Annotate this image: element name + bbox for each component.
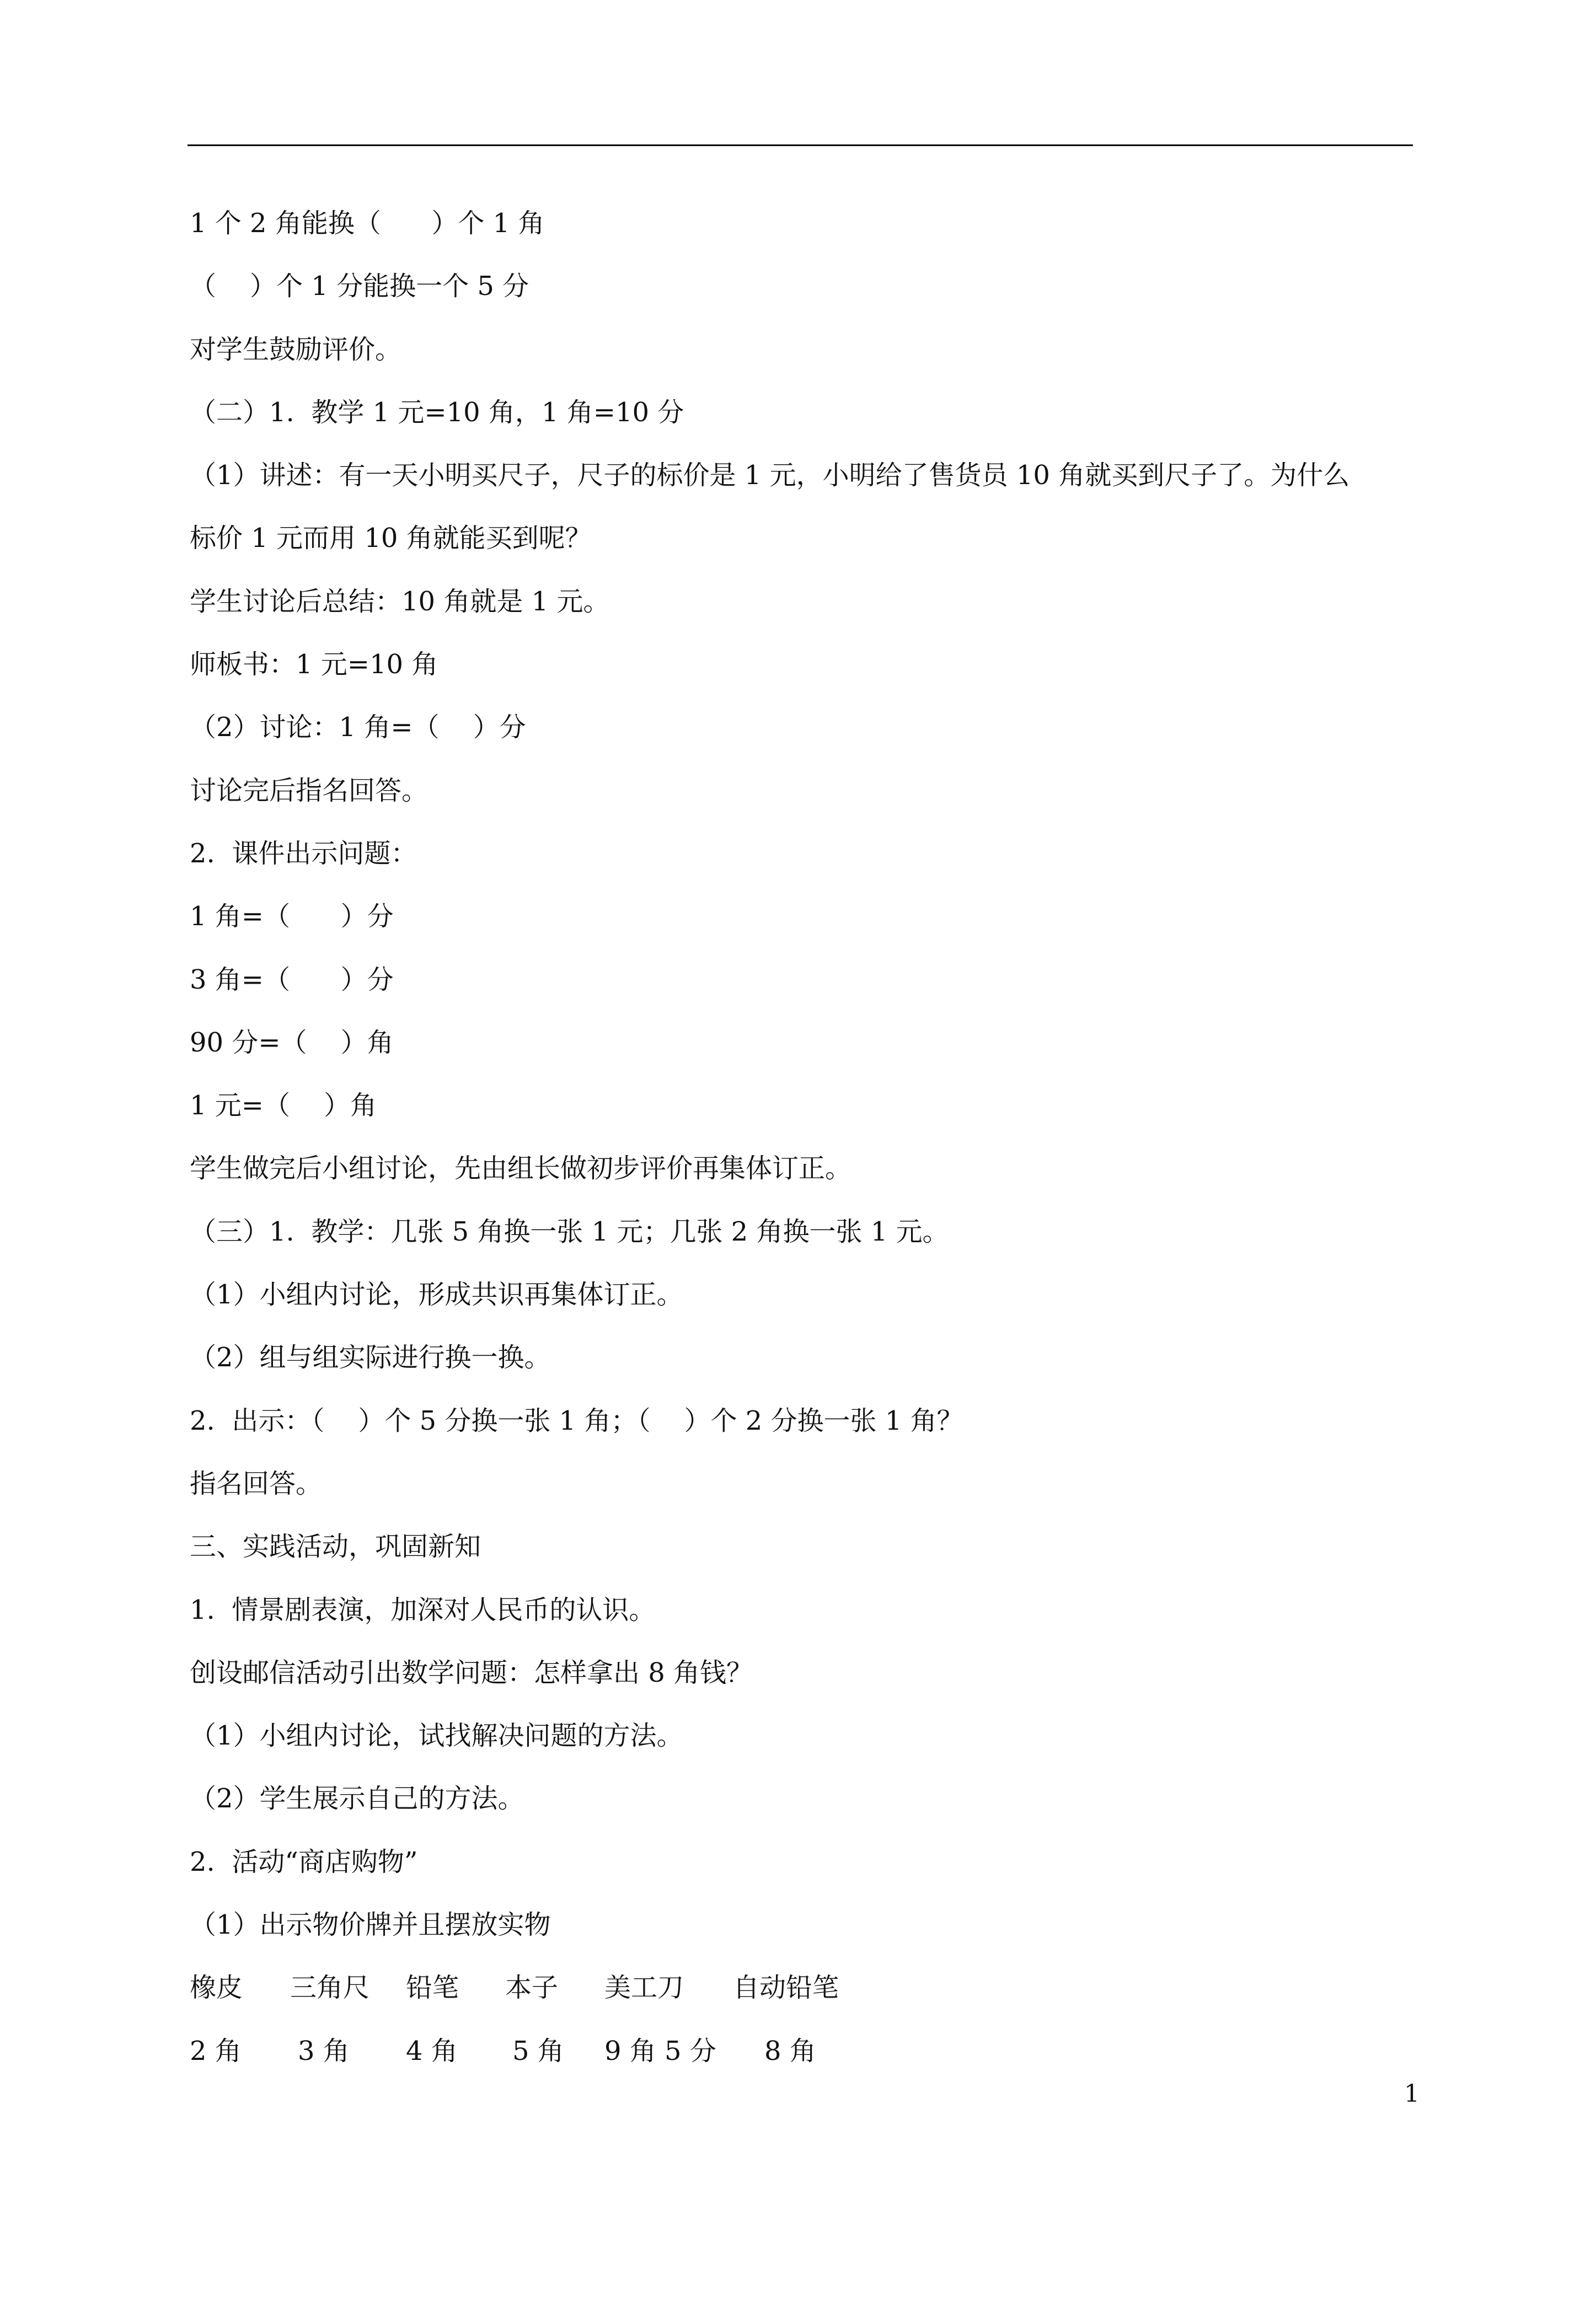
text-line: （2）学生展示自己的方法。 [190, 1783, 524, 1815]
text-line: （1）小组内讨论，形成共识再集体订正。 [190, 1279, 683, 1311]
exercise-line: 1 角=（ ）分 [190, 901, 394, 932]
item-price: 4 角 [406, 2035, 458, 2067]
header-rule [188, 144, 1413, 146]
item-name: 美工刀 [604, 1972, 684, 2004]
item-name: 铅笔 [406, 1972, 459, 2004]
text-line: 2. 出示：（ ）个 5 分换一张 1 角；（ ）个 2 分换一张 1 角？ [190, 1405, 963, 1436]
item-price: 8 角 [764, 2035, 816, 2067]
item-price: 5 角 [512, 2035, 564, 2067]
text-line: （2）讨论：1 角=（ ）分 [190, 712, 526, 743]
text-line: 学生做完后小组讨论，先由组长做初步评价再集体订正。 [190, 1153, 852, 1184]
text-line: （1）讲述：有一天小明买尺子，尺子的标价是 1 元，小明给了售货员 10 角就买到尺子了。为什么 [190, 460, 1350, 491]
exercise-line: 1 元=（ ）角 [190, 1090, 377, 1121]
text-line: 学生讨论后总结：10 角就是 1 元。 [190, 586, 610, 617]
text-line: 2. 课件出示问题： [190, 838, 417, 869]
section-heading: （二）1. 教学 1 元=10 角，1 角=10 分 [190, 396, 684, 428]
item-prices-row [190, 2033, 1420, 2096]
page-number: 1 [1404, 2080, 1420, 2108]
exercise-line: 3 角=（ ）分 [190, 964, 394, 995]
text-line: （2）组与组实际进行换一换。 [190, 1342, 551, 1373]
text-line: 指名回答。 [190, 1468, 323, 1499]
section-heading: 三、实践活动，巩固新知 [190, 1531, 481, 1563]
text-line: 2. 活动“商店购物” [190, 1846, 418, 1877]
item-name: 自动铅笔 [733, 1972, 839, 2004]
item-name: 三角尺 [290, 1972, 370, 2004]
text-line: 1 个 2 角能换（ ）个 1 角 [190, 208, 545, 239]
item-price: 9 角 5 分 [604, 2035, 716, 2067]
text-line: （ ）个 1 分能换一个 5 分 [190, 271, 529, 302]
text-line: 1. 情景剧表演，加深对人民币的认识。 [190, 1594, 656, 1625]
item-price: 3 角 [298, 2035, 350, 2067]
item-name: 本子 [505, 1972, 559, 2004]
text-line: 标价 1 元而用 10 角就能买到呢？ [190, 523, 592, 554]
item-names-row [190, 1969, 1420, 2032]
text-line: （1）出示物价牌并且摆放实物 [190, 1909, 551, 1941]
text-line: 对学生鼓励评价。 [190, 334, 402, 365]
item-price: 2 角 [190, 2035, 242, 2067]
document-body [190, 205, 1420, 2096]
text-line: （1）小组内讨论，试找解决问题的方法。 [190, 1720, 683, 1752]
text-line: 讨论完后指名回答。 [190, 775, 429, 806]
item-name: 橡皮 [190, 1972, 243, 2004]
text-line: 创设邮信活动引出数学问题：怎样拿出 8 角钱？ [190, 1657, 753, 1688]
section-heading: （三）1. 教学：几张 5 角换一张 1 元；几张 2 角换一张 1 元。 [190, 1216, 949, 1247]
text-line: 师板书：1 元=10 角 [190, 649, 438, 680]
exercise-line: 90 分=（ ）角 [190, 1027, 394, 1058]
